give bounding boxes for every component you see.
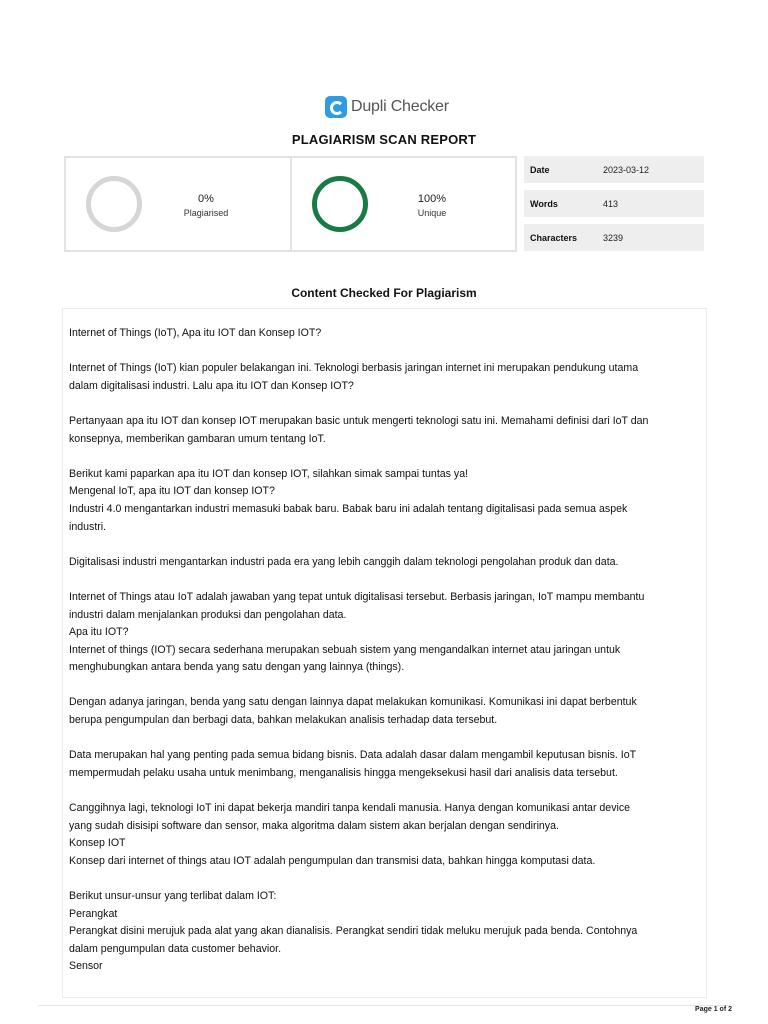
content-line: Internet of Things (IoT), Apa itu IOT dan Konsep IOT?: [69, 327, 322, 339]
content-line: Dengan adanya jaringan, benda yang satu dengan lainnya dapat melakukan komunikasi. Komunikasi ini dapat berbentuk: [69, 696, 637, 709]
duplichecker-logo: [325, 96, 449, 118]
score-summary: [64, 156, 517, 252]
checked-content-text: [69, 325, 701, 976]
footer-divider: [38, 1005, 730, 1006]
meta-value: 413: [603, 199, 619, 209]
content-line: Konsep IOT: [69, 837, 126, 850]
content-line: Perangkat disini merujuk pada alat yang akan dianalisis. Perangkat sendiri tidak meluku merujuk pada benda. Contohnya: [69, 925, 638, 938]
content-line: menghubungkan antara benda yang satu dengan yang lainnya (things).: [69, 661, 405, 674]
content-line: Data merupakan hal yang penting pada semua bidang bisnis. Data adalah dasar dalam mengambil keputusan bisnis. IoT: [69, 749, 637, 762]
meta-key: Words: [530, 199, 558, 209]
content-line: Internet of things (IOT) secara sederhana merupakan sebuah sistem yang mengandalkan internet atau jaringan untuk: [69, 643, 621, 656]
paragraph-break: [69, 730, 701, 748]
meta-row-words: [524, 190, 704, 217]
content-heading: Content Checked For Plagiarism: [291, 286, 477, 300]
content-line: Mengenal IoT, apa itu IOT dan konsep IOT?: [69, 485, 275, 498]
logo-text: Dupli Checker: [351, 98, 449, 115]
content-line: Apa itu IOT?: [69, 626, 129, 639]
meta-key: Date: [530, 165, 550, 175]
content-line: konsepnya, memberikan gambaran umum tentang IoT.: [69, 432, 326, 445]
plagiarised-ring-icon: [86, 176, 142, 232]
paragraph-break: [69, 870, 701, 888]
content-line: Berikut unsur-unsur yang terlibat dalam IOT:: [69, 890, 277, 902]
plagiarised-score: [66, 158, 292, 250]
meta-key: Characters: [530, 233, 578, 243]
content-line: Perangkat: [69, 907, 118, 920]
content-line: industri.: [69, 520, 107, 533]
content-line: berupa pengumpulan dan berbagi data, bahkan melakukan analisis terhadap data tersebut.: [69, 714, 498, 727]
paragraph-break: [69, 448, 701, 466]
paragraph-break: [69, 536, 701, 554]
content-line: Sensor: [69, 960, 103, 973]
content-line: Konsep dari internet of things atau IOT adalah pengumpulan dan transmisi data, bahkan hingga komputasi data.: [69, 854, 596, 867]
content-line: Internet of Things (IoT) kian populer belakangan ini. Teknologi berbasis jaringan internet ini merupakan pendukung utama: [69, 362, 639, 375]
content-line: yang sudah disisipi software dan sensor, maka algoritma dalam sistem akan berjalan dengan sendirinya.: [69, 819, 559, 832]
unique-score: [292, 158, 516, 250]
page-number: Page 1 of 2: [695, 1006, 732, 1013]
paragraph-break: [69, 343, 701, 361]
plagiarised-label: Plagiarised: [183, 208, 229, 218]
paragraph-break: [69, 395, 701, 413]
content-line: Industri 4.0 mengantarkan industri memasuki babak baru. Babak baru ini adalah tentang digitalisasi pada semua aspek: [69, 502, 628, 515]
content-line: Canggihnya lagi, teknologi IoT ini dapat bekerja mandiri tanpa kendali manusia. Hanya dengan komunikasi antar device: [69, 802, 631, 815]
unique-percent: 100%: [417, 193, 447, 205]
report-title: PLAGIARISM SCAN REPORT: [291, 132, 477, 147]
content-line: Pertanyaan apa itu IOT dan konsep IOT merupakan basic untuk mengerti teknologi satu ini. Memahami definisi dari IoT dan: [69, 414, 649, 427]
meta-row-date: [524, 156, 704, 183]
paragraph-break: [69, 571, 701, 589]
content-line: Digitalisasi industri mengantarkan industri pada era yang lebih canggih dalam teknologi pengolahan produk dan data.: [69, 555, 619, 568]
paragraph-break: [69, 677, 701, 695]
meta-value: 3239: [603, 233, 624, 243]
meta-value: 2023-03-12: [603, 165, 650, 175]
content-line: Berikut kami paparkan apa itu IOT dan konsep IOT, silahkan simak sampai tuntas ya!: [69, 467, 469, 480]
unique-ring-icon: [312, 176, 368, 232]
content-line: Internet of Things atau IoT adalah jawaban yang tepat untuk digitalisasi tersebut. Berbasis jaringan, IoT mampu membantu: [69, 590, 645, 603]
plagiarised-percent: 0%: [198, 193, 214, 205]
checked-content-panel: [62, 308, 707, 998]
content-line: dalam digitalisasi industri. Lalu apa itu IOT dan Konsep IOT?: [69, 379, 354, 392]
duplichecker-logo-icon: [325, 96, 347, 118]
unique-label: Unique: [417, 208, 447, 218]
paragraph-break: [69, 782, 701, 800]
content-line: industri dalam menjalankan produksi dan pengolahan data.: [69, 608, 347, 621]
meta-row-characters: [524, 224, 704, 251]
content-line: mempermudah pelaku usaha untuk menimbang, menganalisis hingga mengeksekusi hasil dari analisis data tersebut.: [69, 766, 618, 779]
content-line: dalam pengumpulan data customer behavior.: [69, 942, 282, 955]
